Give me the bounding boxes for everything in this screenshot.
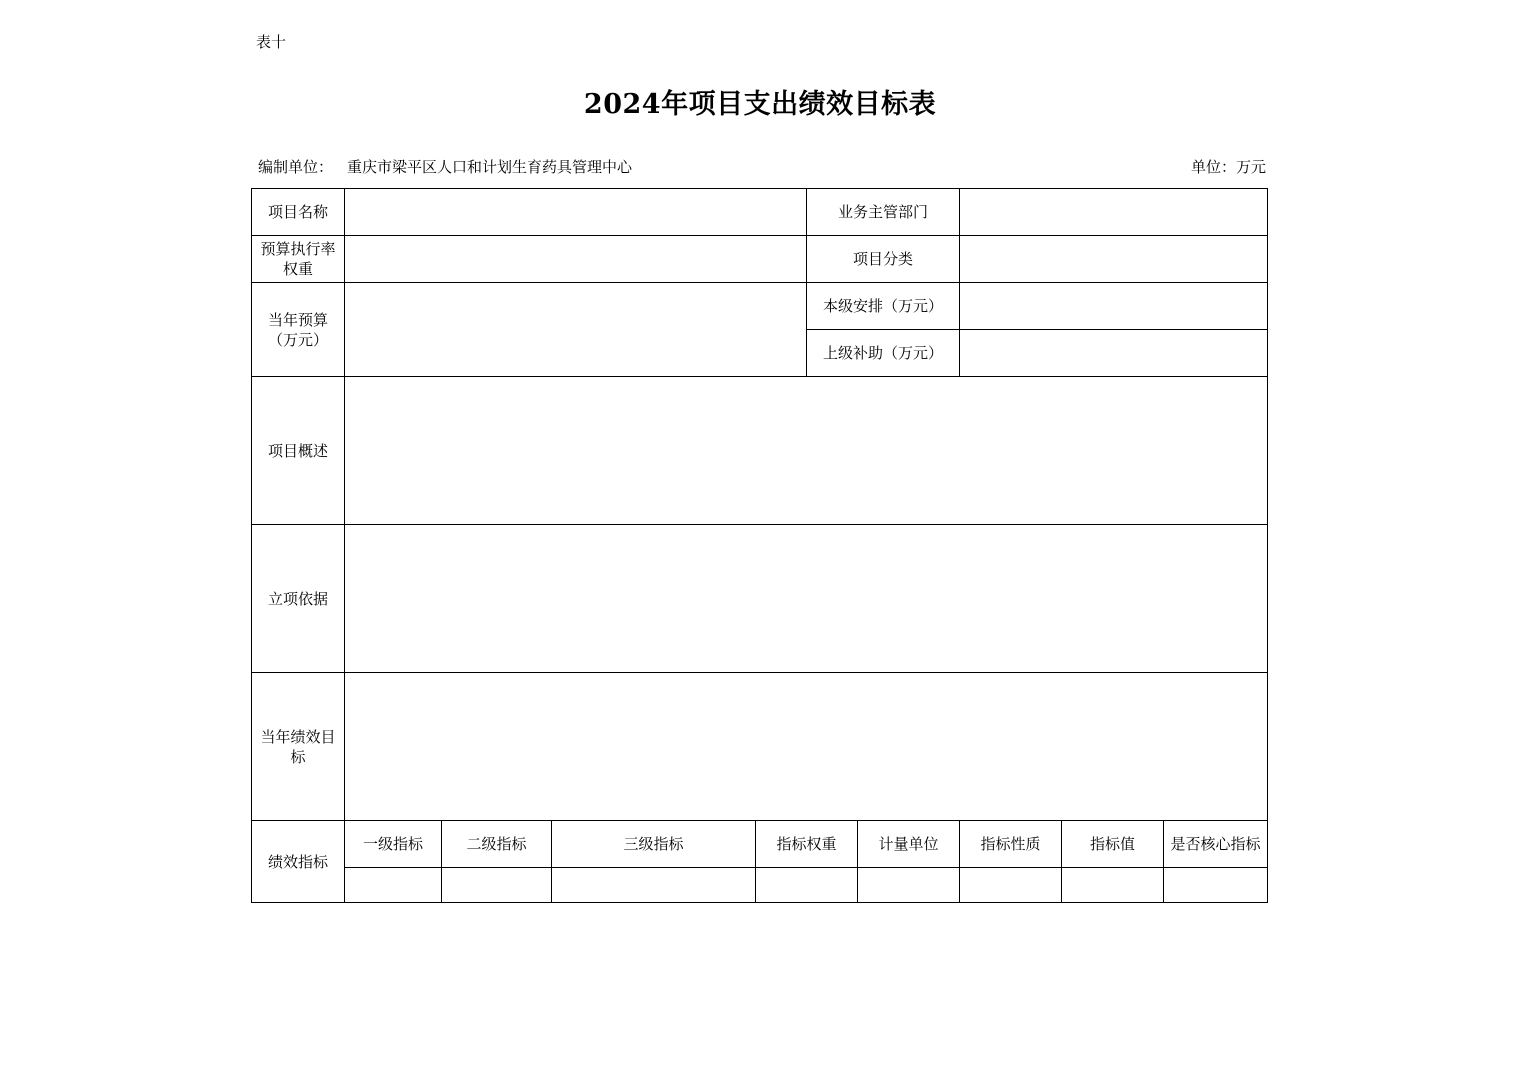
category-label: 项目分类 xyxy=(807,236,960,283)
currency-unit: 单位：万元 xyxy=(1190,158,1266,176)
indicator-header-level2: 二级指标 xyxy=(442,821,552,868)
goal-value[interactable] xyxy=(345,673,1268,821)
performance-target-table xyxy=(251,188,1268,903)
category-value[interactable] xyxy=(960,236,1268,283)
project-name-value[interactable] xyxy=(345,189,807,236)
table-row xyxy=(252,236,1268,283)
indicator-cell-level2[interactable] xyxy=(442,868,552,903)
page-title: 2024年项目支出绩效目标表 xyxy=(583,89,937,120)
indicator-cell-weight[interactable] xyxy=(756,868,858,903)
budget-label: 当年预算（万元） xyxy=(252,283,345,377)
table-row xyxy=(252,525,1268,673)
indicator-header-nature: 指标性质 xyxy=(960,821,1062,868)
basis-label: 立项依据 xyxy=(252,525,345,673)
compiling-unit-label: 编制单位： xyxy=(258,158,334,176)
table-row xyxy=(252,673,1268,821)
indicator-label: 绩效指标 xyxy=(252,821,345,903)
dept-label: 业务主管部门 xyxy=(807,189,960,236)
basis-value[interactable] xyxy=(345,525,1268,673)
indicator-header-level1: 一级指标 xyxy=(345,821,442,868)
local-value[interactable] xyxy=(960,283,1268,330)
table-row xyxy=(252,377,1268,525)
overview-label: 项目概述 xyxy=(252,377,345,525)
overview-value[interactable] xyxy=(345,377,1268,525)
compiling-unit xyxy=(258,156,632,177)
indicator-header-core: 是否核心指标 xyxy=(1164,821,1268,868)
budget-value[interactable] xyxy=(345,283,807,377)
exec-weight-value[interactable] xyxy=(345,236,807,283)
indicator-header-value: 指标值 xyxy=(1062,821,1164,868)
indicator-cell-level3[interactable] xyxy=(552,868,756,903)
upper-value[interactable] xyxy=(960,330,1268,377)
project-name-label: 项目名称 xyxy=(252,189,345,236)
table-row xyxy=(252,283,1268,330)
indicator-header-level3: 三级指标 xyxy=(552,821,756,868)
indicator-cell-unit[interactable] xyxy=(858,868,960,903)
page-label: 表十 xyxy=(256,33,287,51)
compiling-unit-name: 重庆市梁平区人口和计划生育药具管理中心 xyxy=(347,158,633,176)
table-row xyxy=(252,821,1268,868)
exec-weight-label: 预算执行率权重 xyxy=(252,236,345,283)
indicator-header-unit: 计量单位 xyxy=(858,821,960,868)
meta-row xyxy=(258,156,1266,177)
indicator-header-weight: 指标权重 xyxy=(756,821,858,868)
local-label: 本级安排（万元） xyxy=(807,283,960,330)
indicator-cell-core[interactable] xyxy=(1164,868,1268,903)
indicator-cell-value[interactable] xyxy=(1062,868,1164,903)
table-row xyxy=(252,189,1268,236)
table-row xyxy=(252,868,1268,903)
dept-value[interactable] xyxy=(960,189,1268,236)
indicator-cell-nature[interactable] xyxy=(960,868,1062,903)
goal-label: 当年绩效目标 xyxy=(252,673,345,821)
indicator-cell-level1[interactable] xyxy=(345,868,442,903)
upper-label: 上级补助（万元） xyxy=(807,330,960,377)
